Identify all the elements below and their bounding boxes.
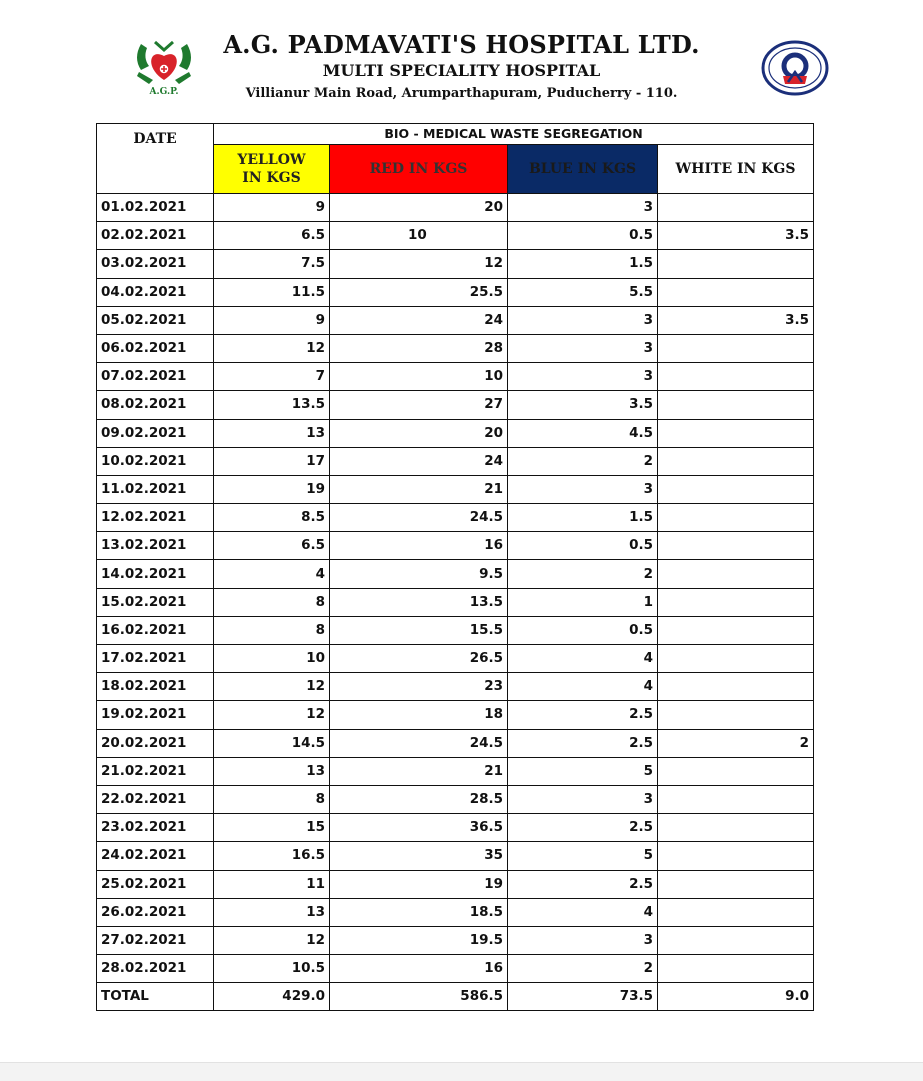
red-kgs-cell: 27	[330, 391, 508, 419]
date-cell: 16.02.2021	[97, 616, 214, 644]
red-kgs-cell: 35	[330, 842, 508, 870]
blue-kgs-cell: 2.5	[508, 870, 658, 898]
white-kgs-cell: 2	[658, 729, 814, 757]
yellow-kgs-cell: 9	[214, 194, 330, 222]
yellow-kgs-cell: 8.5	[214, 504, 330, 532]
blue-kgs-cell: 5	[508, 757, 658, 785]
table-row	[97, 532, 814, 560]
date-cell: 24.02.2021	[97, 842, 214, 870]
white-kgs-cell	[658, 334, 814, 362]
yellow-kgs-cell: 4	[214, 560, 330, 588]
red-kgs-cell: 28.5	[330, 785, 508, 813]
yellow-kgs-cell: 19	[214, 475, 330, 503]
blue-kgs-cell: 4	[508, 673, 658, 701]
table-row	[97, 870, 814, 898]
yellow-kgs-cell: 12	[214, 334, 330, 362]
yellow-kgs-cell: 14.5	[214, 729, 330, 757]
date-cell: 18.02.2021	[97, 673, 214, 701]
red-kgs-cell: 19	[330, 870, 508, 898]
yellow-kgs-cell: 8	[214, 785, 330, 813]
date-cell: 05.02.2021	[97, 306, 214, 334]
table-row	[97, 645, 814, 673]
table-row	[97, 616, 814, 644]
table-row	[97, 926, 814, 954]
date-cell: 28.02.2021	[97, 955, 214, 983]
table-row	[97, 757, 814, 785]
red-kgs-cell: 9.5	[330, 560, 508, 588]
table-row	[97, 334, 814, 362]
white-kgs-cell	[658, 532, 814, 560]
date-cell: 10.02.2021	[97, 447, 214, 475]
yellow-kgs-cell: 13	[214, 898, 330, 926]
white-kgs-cell	[658, 898, 814, 926]
date-cell: 27.02.2021	[97, 926, 214, 954]
white-kgs-cell	[658, 645, 814, 673]
table-row	[97, 814, 814, 842]
red-kgs-cell: 24	[330, 447, 508, 475]
white-kgs-cell	[658, 814, 814, 842]
red-kgs-cell: 13.5	[330, 588, 508, 616]
table-row	[97, 504, 814, 532]
date-cell: 02.02.2021	[97, 222, 214, 250]
yellow-total-cell: 429.0	[214, 983, 330, 1011]
red-kgs-cell: 16	[330, 955, 508, 983]
red-kgs-cell: 21	[330, 475, 508, 503]
white-total-cell: 9.0	[658, 983, 814, 1011]
yellow-kgs-cell: 13	[214, 757, 330, 785]
yellow-kgs-cell: 10	[214, 645, 330, 673]
red-kgs-cell: 10	[330, 363, 508, 391]
date-cell: 19.02.2021	[97, 701, 214, 729]
blue-kgs-cell: 4.5	[508, 419, 658, 447]
white-kgs-cell: 3.5	[658, 306, 814, 334]
blue-kgs-cell: 5	[508, 842, 658, 870]
yellow-kgs-cell: 11	[214, 870, 330, 898]
table-row	[97, 785, 814, 813]
red-kgs-cell: 23	[330, 673, 508, 701]
red-kgs-cell: 16	[330, 532, 508, 560]
yellow-column-header	[214, 145, 330, 194]
table-row	[97, 419, 814, 447]
date-cell: 20.02.2021	[97, 729, 214, 757]
red-kgs-cell: 28	[330, 334, 508, 362]
blue-kgs-cell: 4	[508, 898, 658, 926]
white-kgs-cell	[658, 419, 814, 447]
table-row	[97, 278, 814, 306]
hospital-subtitle: MULTI SPECIALITY HOSPITAL	[322, 61, 601, 80]
table-body	[97, 194, 814, 1011]
hospital-address: Villianur Main Road, Arumparthapuram, Puducherry - 110.	[245, 86, 678, 101]
yellow-kgs-cell: 8	[214, 616, 330, 644]
blue-kgs-cell: 3	[508, 926, 658, 954]
white-kgs-cell	[658, 785, 814, 813]
total-label: TOTAL	[97, 983, 214, 1011]
blue-kgs-cell: 2.5	[508, 701, 658, 729]
blue-column-header: BLUE IN KGS	[508, 145, 658, 194]
red-kgs-cell: 24	[330, 306, 508, 334]
date-column-header: DATE	[97, 124, 214, 194]
white-kgs-cell	[658, 560, 814, 588]
red-kgs-cell: 19.5	[330, 926, 508, 954]
table-row	[97, 447, 814, 475]
yellow-kgs-cell: 12	[214, 673, 330, 701]
yellow-kgs-cell: 11.5	[214, 278, 330, 306]
blue-kgs-cell: 3	[508, 363, 658, 391]
table-row	[97, 701, 814, 729]
blue-kgs-cell: 2.5	[508, 814, 658, 842]
date-cell: 11.02.2021	[97, 475, 214, 503]
date-cell: 17.02.2021	[97, 645, 214, 673]
red-column-header: RED IN KGS	[330, 145, 508, 194]
white-kgs-cell: 3.5	[658, 222, 814, 250]
blue-kgs-cell: 1	[508, 588, 658, 616]
red-kgs-cell: 20	[330, 419, 508, 447]
blue-kgs-cell: 0.5	[508, 532, 658, 560]
table-row	[97, 194, 814, 222]
yellow-kgs-cell: 7	[214, 363, 330, 391]
white-kgs-cell	[658, 842, 814, 870]
date-cell: 25.02.2021	[97, 870, 214, 898]
white-kgs-cell	[658, 955, 814, 983]
white-kgs-cell	[658, 757, 814, 785]
yellow-kgs-cell: 6.5	[214, 532, 330, 560]
blue-kgs-cell: 0.5	[508, 222, 658, 250]
red-kgs-cell: 21	[330, 757, 508, 785]
accreditation-seal-icon	[761, 40, 829, 96]
yellow-kgs-cell: 12	[214, 701, 330, 729]
blue-kgs-cell: 3	[508, 785, 658, 813]
white-kgs-cell	[658, 504, 814, 532]
date-cell: 01.02.2021	[97, 194, 214, 222]
red-kgs-cell: 18.5	[330, 898, 508, 926]
white-kgs-cell	[658, 391, 814, 419]
blue-kgs-cell: 2	[508, 560, 658, 588]
red-kgs-cell: 10	[330, 222, 508, 250]
table-row	[97, 475, 814, 503]
date-cell: 12.02.2021	[97, 504, 214, 532]
white-kgs-cell	[658, 475, 814, 503]
blue-kgs-cell: 4	[508, 645, 658, 673]
blue-kgs-cell: 3	[508, 194, 658, 222]
blue-total-cell: 73.5	[508, 983, 658, 1011]
date-cell: 07.02.2021	[97, 363, 214, 391]
date-cell: 06.02.2021	[97, 334, 214, 362]
red-kgs-cell: 18	[330, 701, 508, 729]
red-kgs-cell: 12	[330, 250, 508, 278]
date-cell: 14.02.2021	[97, 560, 214, 588]
white-kgs-cell	[658, 701, 814, 729]
white-kgs-cell	[658, 870, 814, 898]
yellow-kgs-cell: 7.5	[214, 250, 330, 278]
date-cell: 22.02.2021	[97, 785, 214, 813]
white-kgs-cell	[658, 194, 814, 222]
blue-kgs-cell: 2	[508, 447, 658, 475]
white-kgs-cell	[658, 250, 814, 278]
blue-kgs-cell: 1.5	[508, 250, 658, 278]
table-row	[97, 306, 814, 334]
yellow-kgs-cell: 13	[214, 419, 330, 447]
white-kgs-cell	[658, 447, 814, 475]
red-kgs-cell: 26.5	[330, 645, 508, 673]
blue-kgs-cell: 2	[508, 955, 658, 983]
red-kgs-cell: 15.5	[330, 616, 508, 644]
table-row	[97, 560, 814, 588]
yellow-kgs-cell: 8	[214, 588, 330, 616]
yellow-kgs-cell: 10.5	[214, 955, 330, 983]
white-kgs-cell	[658, 616, 814, 644]
red-kgs-cell: 24.5	[330, 729, 508, 757]
blue-kgs-cell: 1.5	[508, 504, 658, 532]
blue-kgs-cell: 5.5	[508, 278, 658, 306]
table-row	[97, 391, 814, 419]
date-cell: 04.02.2021	[97, 278, 214, 306]
yellow-kgs-cell: 6.5	[214, 222, 330, 250]
table-row	[97, 363, 814, 391]
white-kgs-cell	[658, 588, 814, 616]
blue-kgs-cell: 3	[508, 334, 658, 362]
yellow-kgs-cell: 17	[214, 447, 330, 475]
red-kgs-cell: 25.5	[330, 278, 508, 306]
white-kgs-cell	[658, 363, 814, 391]
yellow-header-line2: IN KGS	[242, 170, 301, 186]
group-header: BIO - MEDICAL WASTE SEGREGATION	[214, 124, 814, 145]
logo-text: A.G.P.	[149, 87, 179, 97]
blue-kgs-cell: 3	[508, 306, 658, 334]
viewer-background	[0, 1062, 923, 1081]
yellow-kgs-cell: 9	[214, 306, 330, 334]
table-row	[97, 955, 814, 983]
table-row	[97, 222, 814, 250]
yellow-kgs-cell: 16.5	[214, 842, 330, 870]
table-row	[97, 729, 814, 757]
total-row	[97, 983, 814, 1011]
blue-kgs-cell: 3.5	[508, 391, 658, 419]
white-kgs-cell	[658, 673, 814, 701]
date-cell: 08.02.2021	[97, 391, 214, 419]
yellow-kgs-cell: 12	[214, 926, 330, 954]
date-cell: 21.02.2021	[97, 757, 214, 785]
blue-kgs-cell: 0.5	[508, 616, 658, 644]
date-cell: 09.02.2021	[97, 419, 214, 447]
hospital-name: A.G. PADMAVATI'S HOSPITAL LTD.	[223, 30, 700, 59]
waste-segregation-table	[96, 123, 814, 1011]
white-kgs-cell	[658, 278, 814, 306]
blue-kgs-cell: 3	[508, 475, 658, 503]
white-column-header: WHITE IN KGS	[658, 145, 814, 194]
date-cell: 23.02.2021	[97, 814, 214, 842]
red-kgs-cell: 24.5	[330, 504, 508, 532]
table-row	[97, 250, 814, 278]
blue-kgs-cell: 2.5	[508, 729, 658, 757]
yellow-kgs-cell: 13.5	[214, 391, 330, 419]
table-row	[97, 898, 814, 926]
table-row	[97, 588, 814, 616]
date-cell: 13.02.2021	[97, 532, 214, 560]
date-cell: 15.02.2021	[97, 588, 214, 616]
date-cell: 03.02.2021	[97, 250, 214, 278]
red-kgs-cell: 36.5	[330, 814, 508, 842]
yellow-header-line1: YELLOW	[237, 152, 306, 168]
date-cell: 26.02.2021	[97, 898, 214, 926]
white-kgs-cell	[658, 926, 814, 954]
red-total-cell: 586.5	[330, 983, 508, 1011]
table-row	[97, 673, 814, 701]
red-kgs-cell: 20	[330, 194, 508, 222]
table-row	[97, 842, 814, 870]
yellow-kgs-cell: 15	[214, 814, 330, 842]
